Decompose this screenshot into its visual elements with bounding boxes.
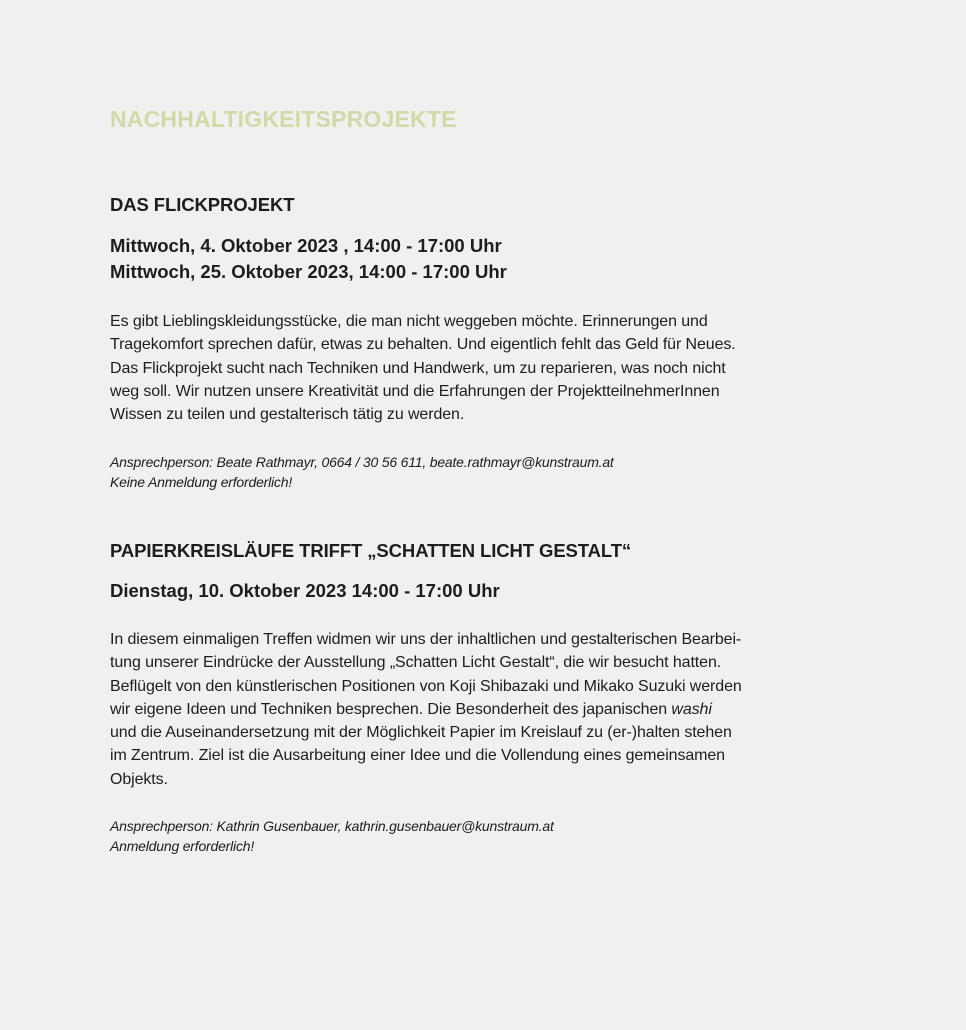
body-line-text: wir eigene Ideen und Techniken besprechen. Die Besonderheit des japanischen <box>110 700 672 718</box>
body-line: Wissen zu teilen und gestalterisch tätig zu werden. <box>110 406 465 424</box>
project-title-papierkreislaeufe: PAPIERKREISLÄUFE TRIFFT „SCHATTEN LICHT GESTALT“ <box>110 540 632 561</box>
project-description-papierkreislaeufe <box>110 628 742 791</box>
project-contact-flickprojekt <box>110 452 614 492</box>
registration-note: Keine Anmeldung erforderlich! <box>110 474 293 490</box>
project-dates-papierkreislaeufe <box>110 578 500 604</box>
body-line: Es gibt Lieblingskleidungsstücke, die man nicht weggeben möchte. Erinnerungen und <box>110 313 708 330</box>
project-contact-papierkreislaeufe <box>110 816 554 856</box>
washi-term: washi <box>671 700 712 718</box>
body-line: Objekts. <box>110 770 168 788</box>
date-line: Mittwoch, 25. Oktober 2023, 14:00 - 17:00 Uhr <box>110 261 507 282</box>
date-line: Dienstag, 10. Oktober 2023 14:00 - 17:00 Uhr <box>110 580 500 601</box>
body-line: im Zentrum. Ziel ist die Ausarbeitung einer Idee und die Vollendung eines gemeinsamen <box>110 747 725 765</box>
body-line: Beflügelt von den künstlerischen Positionen von Koji Shibazaki und Mikako Suzuki werden <box>110 677 742 695</box>
contact-line: Ansprechperson: Kathrin Gusenbauer, kathrin.gusenbauer@kunstraum.at <box>110 818 554 834</box>
body-line <box>110 698 742 721</box>
registration-note: Anmeldung erforderlich! <box>110 838 255 854</box>
project-title-flickprojekt: DAS FLICKPROJEKT <box>110 194 295 215</box>
project-description-flickprojekt <box>110 310 736 426</box>
body-line: Das Flickprojekt sucht nach Techniken und Handwerk, um zu reparieren, was noch nicht <box>110 359 726 377</box>
page-title: NACHHALTIGKEITSPROJEKTE <box>110 106 457 132</box>
contact-line: Ansprechperson: Beate Rathmayr, 0664 / 30 56 611, beate.rathmayr@kunstraum.at <box>110 454 614 470</box>
body-line: Tragekomfort sprechen dafür, etwas zu behalten. Und eigentlich fehlt das Geld für Neues. <box>110 336 736 354</box>
date-line: Mittwoch, 4. Oktober 2023 , 14:00 - 17:00 Uhr <box>110 235 502 256</box>
body-line: und die Auseinandersetzung mit der Möglichkeit Papier im Kreislauf zu (er-)halten stehen <box>110 724 732 742</box>
body-line: In diesem einmaligen Treffen widmen wir uns der inhaltlichen und gestalterischen Bearbei- <box>110 631 742 648</box>
project-dates-flickprojekt <box>110 233 507 285</box>
body-line: tung unserer Eindrücke der Ausstellung „Schatten Licht Gestalt“, die wir besucht hatten. <box>110 654 722 672</box>
body-line: weg soll. Wir nutzen unsere Kreativität und die Erfahrungen der ProjektteilnehmerInnen <box>110 382 720 400</box>
